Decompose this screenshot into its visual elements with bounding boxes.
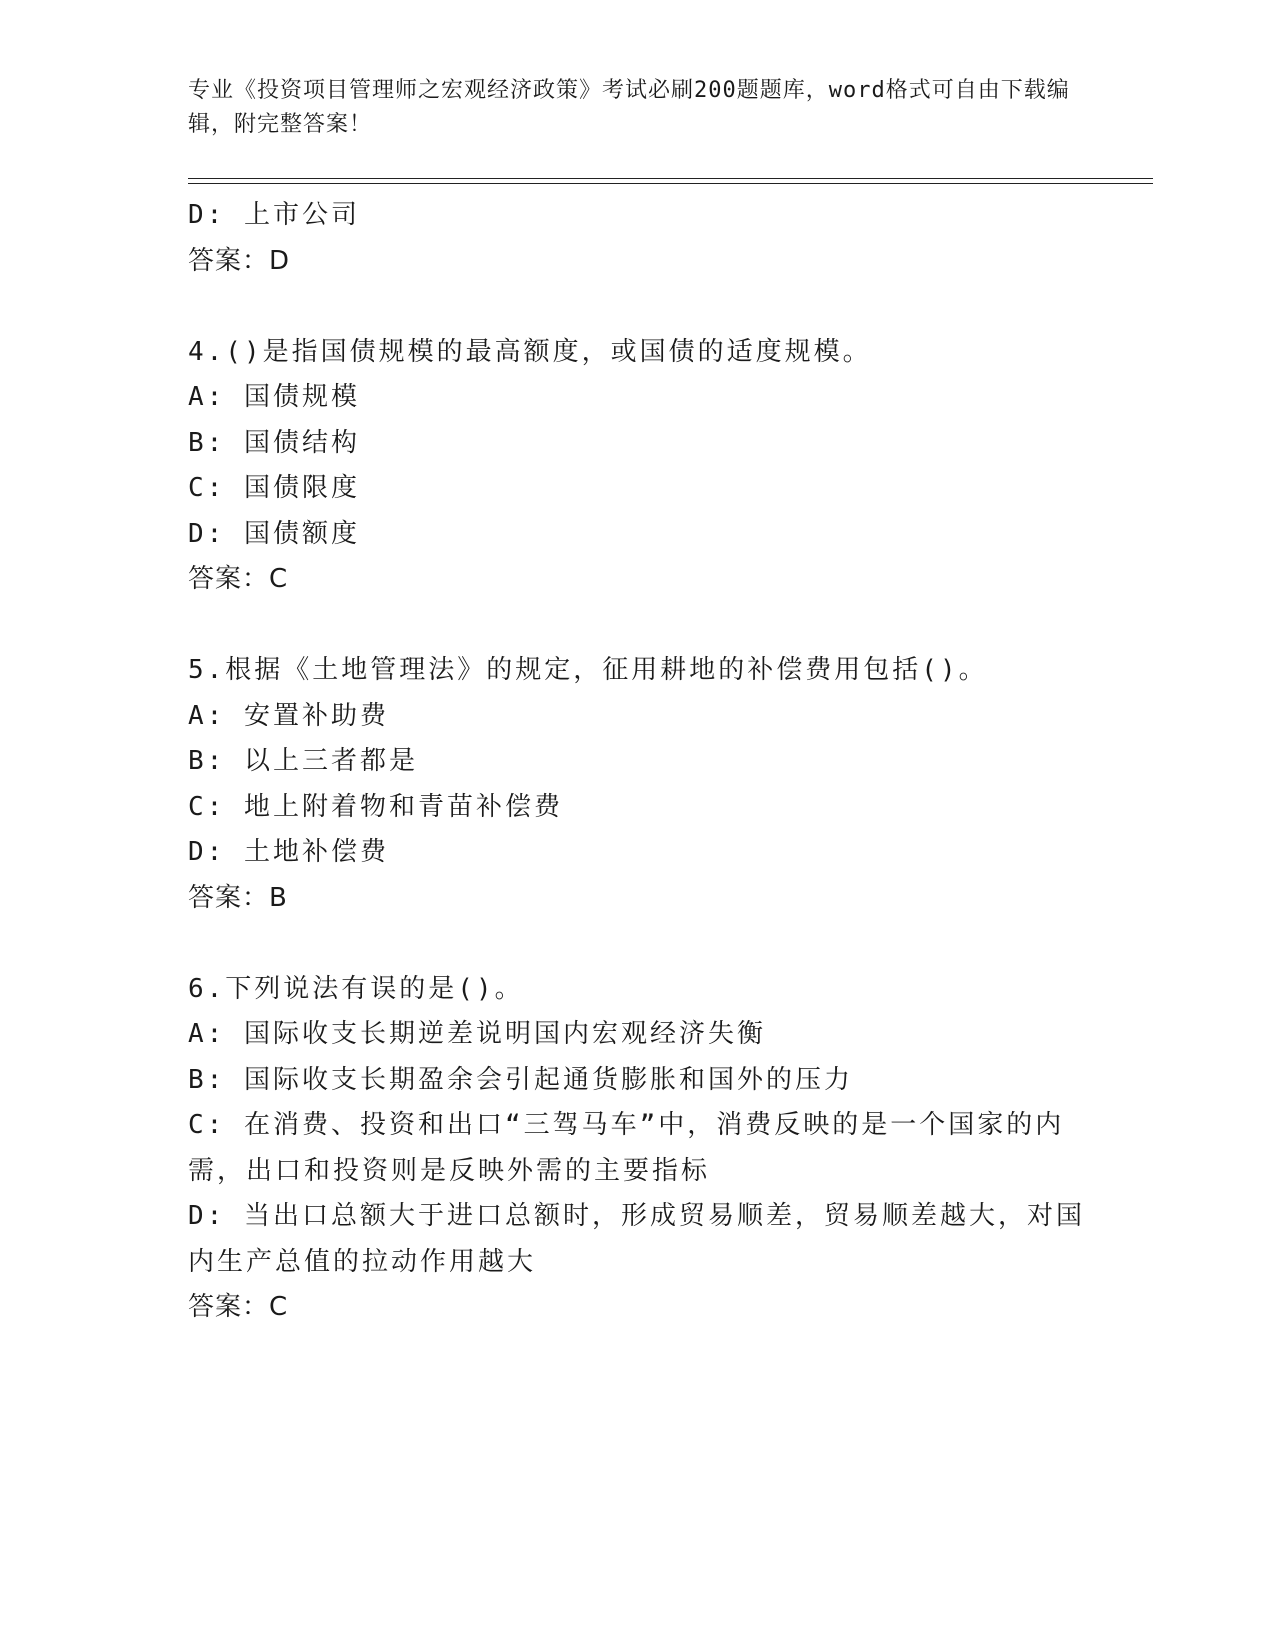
- option-a: A: 安置补助费: [188, 700, 389, 731]
- option-d: D: 国债额度: [188, 518, 360, 549]
- option-c: C: 在消费、投资和出口“三驾马车”中，消费反映的是一个国家的内需，出口和投资则是反映外需的主要指标: [188, 1110, 1065, 1186]
- question-list: [188, 193, 1088, 1331]
- answer-line: 答案：D: [188, 245, 291, 276]
- question-stem: 4.()是指国债规模的最高额度，或国债的适度规模。: [188, 336, 872, 367]
- option-b: B: 国债结构: [188, 427, 360, 458]
- spacer: [188, 603, 1088, 649]
- header-divider-top: [188, 178, 1153, 179]
- spacer: [188, 284, 1088, 330]
- option-d: D: 当出口总额大于进口总额时，形成贸易顺差，贸易顺差越大，对国内生产总值的拉动作用越大: [188, 1201, 1085, 1277]
- option-d: D: 上市公司: [188, 200, 360, 230]
- option-c: C: 地上附着物和青苗补偿费: [188, 791, 563, 822]
- option-b: B: 以上三者都是: [188, 746, 418, 776]
- answer-line: 答案：B: [188, 882, 288, 913]
- question-stem: 6.下列说法有误的是()。: [188, 973, 524, 1004]
- header-divider-bottom: [188, 183, 1153, 184]
- answer-line: 答案：C: [188, 1292, 289, 1322]
- document-header: 专业《投资项目管理师之宏观经济政策》考试必刷200题题库，word格式可自由下载编辑，附完整答案！: [188, 78, 1070, 137]
- option-c: C: 国债限度: [188, 473, 360, 503]
- option-b: B: 国际收支长期盈余会引起通货膨胀和国外的压力: [188, 1064, 853, 1095]
- option-a: A: 国际收支长期逆差说明国内宏观经济失衡: [188, 1019, 766, 1049]
- option-d: D: 土地补偿费: [188, 837, 389, 867]
- answer-line: 答案：C: [188, 564, 289, 594]
- option-a: A: 国债规模: [188, 382, 360, 412]
- question-stem: 5.根据《土地管理法》的规定，征用耕地的补偿费用包括()。: [188, 655, 988, 685]
- spacer: [188, 921, 1088, 967]
